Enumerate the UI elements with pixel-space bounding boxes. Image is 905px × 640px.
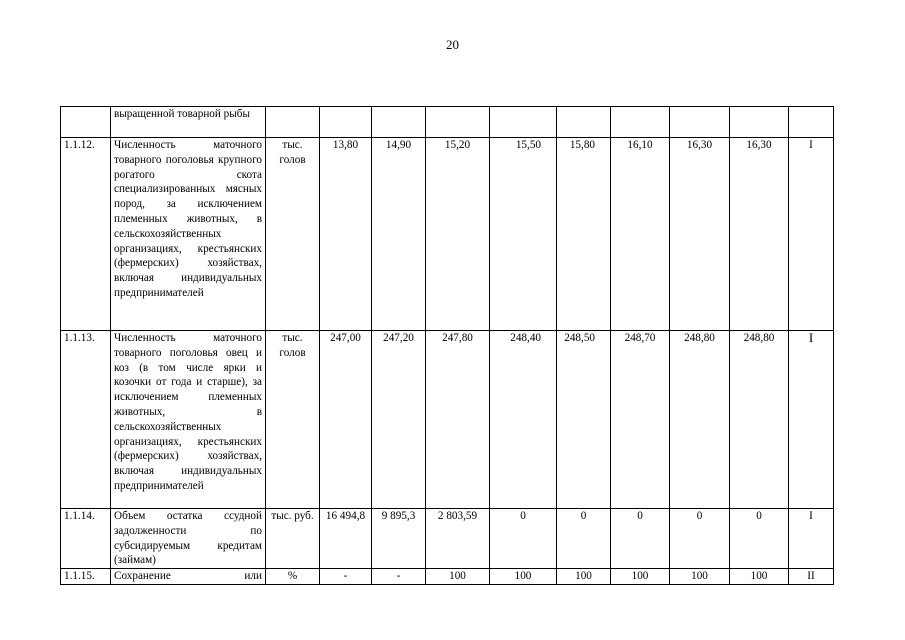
value-cell: 13,80 bbox=[320, 138, 372, 331]
value-cell: 9 895,3 bbox=[372, 509, 426, 569]
value-cell: 0 bbox=[730, 509, 789, 569]
value-cell: 100 bbox=[611, 569, 670, 585]
indicator-name: Численность маточного товарного поголовья овец и коз (в том числе ярки и козочки от года и старше), за исключением племенных животных, в сельскохозяйственных организациях, крестьянских (фермерских) хозяйствах, включая индивидуальных предпринимателей bbox=[111, 331, 266, 509]
value-cell: 100 bbox=[557, 569, 611, 585]
table-row bbox=[61, 331, 834, 509]
value-cell: 16,30 bbox=[730, 138, 789, 331]
value-cell: 100 bbox=[490, 569, 557, 585]
value-cell: 247,00 bbox=[320, 331, 372, 509]
table-row bbox=[61, 138, 834, 331]
row-number: 1.1.13. bbox=[61, 331, 111, 509]
unit-cell: тыс. голов bbox=[266, 331, 320, 509]
row-number: 1.1.15. bbox=[61, 569, 111, 585]
value-cell: 16,30 bbox=[670, 138, 730, 331]
value-cell bbox=[320, 107, 372, 138]
category-cell: I bbox=[789, 331, 834, 509]
unit-cell: тыс. руб. bbox=[266, 509, 320, 569]
indicator-name: выращенной товарной рыбы bbox=[111, 107, 266, 138]
value-cell: 15,80 bbox=[557, 138, 611, 331]
value-cell: 248,70 bbox=[611, 331, 670, 509]
table-row bbox=[61, 509, 834, 569]
value-cell bbox=[490, 107, 557, 138]
value-cell: 16 494,8 bbox=[320, 509, 372, 569]
table-row bbox=[61, 107, 834, 138]
value-cell: 0 bbox=[490, 509, 557, 569]
value-cell: - bbox=[372, 569, 426, 585]
value-cell: 248,50 bbox=[557, 331, 611, 509]
value-cell: 247,20 bbox=[372, 331, 426, 509]
indicator-name: Объем остатка ссудной задолженности по субсидируемым кредитам (займам) bbox=[111, 509, 266, 569]
value-cell bbox=[611, 107, 670, 138]
value-cell: 0 bbox=[557, 509, 611, 569]
value-cell bbox=[372, 107, 426, 138]
value-cell bbox=[670, 107, 730, 138]
row-number bbox=[61, 107, 111, 138]
value-cell: 248,80 bbox=[730, 331, 789, 509]
row-number: 1.1.14. bbox=[61, 509, 111, 569]
value-cell bbox=[730, 107, 789, 138]
value-cell bbox=[557, 107, 611, 138]
value-cell: 100 bbox=[426, 569, 490, 585]
category-cell bbox=[789, 107, 834, 138]
unit-cell bbox=[266, 107, 320, 138]
value-cell: 15,20 bbox=[426, 138, 490, 331]
value-cell: 248,80 bbox=[670, 331, 730, 509]
indicator-name: Сохранение или bbox=[111, 569, 266, 585]
unit-cell: % bbox=[266, 569, 320, 585]
indicator-name: Численность маточного товарного поголовья крупного рогатого скота специализированных мясных пород, за исключением племенных животных, в сельскохозяйственных организациях, крестьянских (фермерских) хозяйствах, включая индивидуальных предпринимателей bbox=[111, 138, 266, 331]
value-cell: 100 bbox=[730, 569, 789, 585]
value-cell: 247,80 bbox=[426, 331, 490, 509]
value-cell: 0 bbox=[670, 509, 730, 569]
value-cell: 100 bbox=[670, 569, 730, 585]
category-cell: I bbox=[789, 509, 834, 569]
category-cell: II bbox=[789, 569, 834, 585]
value-cell: 0 bbox=[611, 509, 670, 569]
value-cell: 14,90 bbox=[372, 138, 426, 331]
value-cell: - bbox=[320, 569, 372, 585]
unit-cell: тыс. голов bbox=[266, 138, 320, 331]
value-cell: 15,50 bbox=[490, 138, 557, 331]
value-cell: 16,10 bbox=[611, 138, 670, 331]
row-number: 1.1.12. bbox=[61, 138, 111, 331]
value-cell: 2 803,59 bbox=[426, 509, 490, 569]
value-cell: 248,40 bbox=[490, 331, 557, 509]
page-number: 20 bbox=[446, 37, 459, 52]
indicators-table bbox=[60, 106, 834, 585]
category-cell: I bbox=[789, 138, 834, 331]
value-cell bbox=[426, 107, 490, 138]
table-row bbox=[61, 569, 834, 585]
